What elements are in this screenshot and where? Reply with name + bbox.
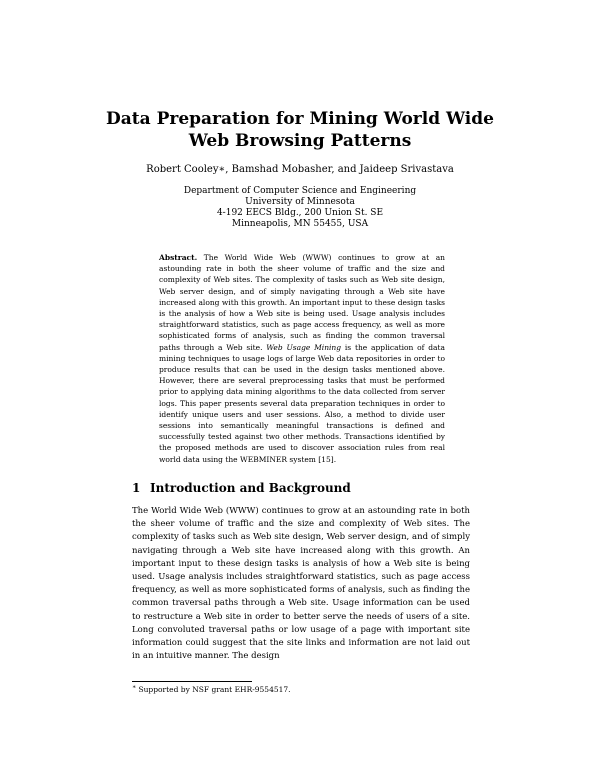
section-heading: [132, 481, 351, 495]
abstract-label: Abstract.: [159, 253, 198, 262]
abstract-text-part1: The World Wide Web (WWW) continues to grow at an astounding rate in both the sheer volume of traffic and the size and complexity of Web sites. The complexity of tasks such as Web site design, Web server design, and of simply navigating through a Web site have increased along with this growth. An important input to these design tasks is the analysis of how a Web site is being used. Usage analysis includes straightforward statistics, such as page access frequency, as well as more sophisticated forms of analysis, such as finding the common traversal paths through a Web site.: [159, 253, 445, 352]
author-list: Robert Cooley∗, Bamshad Mobasher, and Jaideep Srivastava: [146, 164, 454, 175]
affiliation-line: Minneapolis, MN 55455, USA: [231, 219, 369, 229]
abstract-text-part2: is the application of data mining techniques to usage logs of large Web data repositories in order to produce results that can be used in the design tasks mentioned above. However, there are several preprocessing tasks that must be performed prior to applying data mining algorithms to the data collected from server logs. This paper presents several data preparation techniques in order to identify unique users and user sessions. Also, a method to divide user sessions into semantically meaningful transactions is defined and successfully tested against two other methods. Transactions identified by the proposed methods are used to discover association rules from real world data using the WEBMINER system [15].: [159, 342, 445, 464]
footnote-rule: [132, 681, 252, 682]
abstract-block: [159, 252, 445, 465]
affiliation-line: Department of Computer Science and Engineering: [183, 186, 417, 196]
footnote: [132, 685, 291, 694]
affiliation-line: University of Minnesota: [245, 197, 355, 207]
intro-paragraph: The World Wide Web (WWW) continues to grow at an astounding rate in both the sheer volume of traffic and the size and complexity of Web sites. The complexity of tasks such as Web site design, Web server design, and of simply navigating through a Web site have increased along with this growth. An important input to these design tasks is analysis of how a Web site is being used. Usage analysis includes straightforward statistics, such as page access frequency, as well as more sophisticated forms of analysis, such as finding the common traversal paths through a Web site. Usage information can be used to restructure a Web site in order to better serve the needs of users of a site. Long convoluted traversal paths or low usage of a page with important site information could suggest that the site links and information are not laid out in an intuitive manner. The design: [132, 506, 470, 662]
footnote-text: Supported by NSF grant EHR-9554517.: [136, 685, 291, 694]
footnote-mark: ∗: [132, 683, 137, 691]
affiliation-block: [90, 186, 510, 230]
abstract-emphasis: Web Usage Mining: [266, 342, 342, 352]
section-title: Introduction and Background: [150, 481, 351, 495]
affiliation-line: 4-192 EECS Bldg., 200 Union St. SE: [216, 208, 384, 218]
paper-title: Data Preparation for Mining World Wide Web Browsing Patterns: [106, 109, 494, 151]
section-number: 1: [132, 481, 141, 495]
